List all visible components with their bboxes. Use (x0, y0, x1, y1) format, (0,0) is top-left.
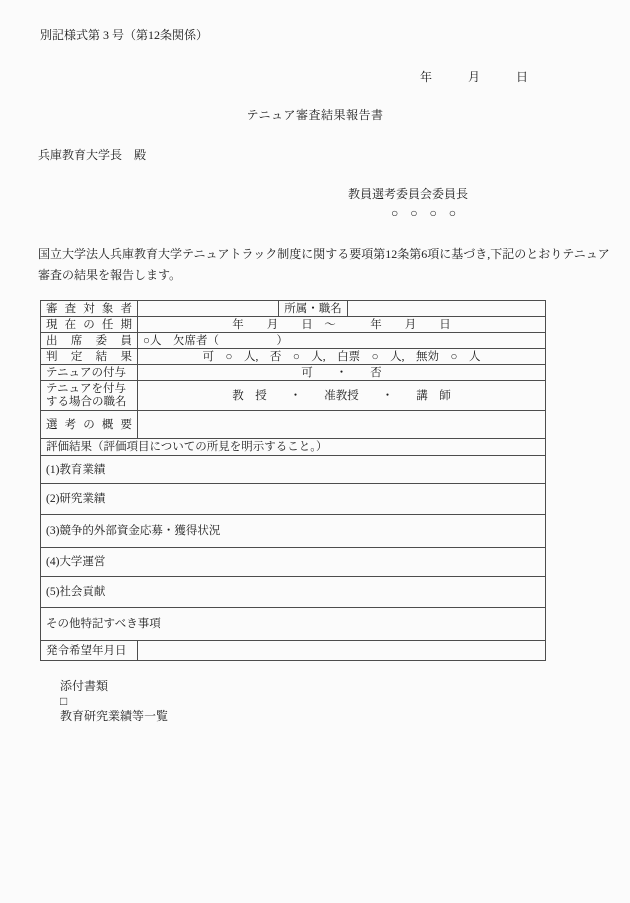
term-label: 現在の任期 (41, 317, 138, 333)
position-label-line2: する場合の職名 (46, 395, 127, 408)
body-paragraph-line1: 国立大学法人兵庫教育大学テニュアトラック制度に関する要項第12条第6項に基づき,下記のとおりテニュア (38, 247, 610, 261)
judgement-value-cell: 可 ○ 人, 否 ○ 人, 白票 ○ 人, 無効 ○ 人 (138, 349, 546, 365)
row-evaluation-header (41, 439, 546, 456)
attendance-label: 出席委員 (41, 333, 138, 349)
tenure-grant-label: テニュアの付与 (41, 365, 138, 381)
affiliation-cell (348, 301, 546, 317)
row-eval-research (41, 484, 546, 515)
evaluation-header: 評価結果（評価項目についての所見を明示すること。） (41, 439, 546, 456)
sender-name-placeholder: ○ ○ ○ ○ (391, 206, 456, 220)
summary-label: 選考の概要 (41, 411, 138, 439)
subject-label: 審査対象者 (41, 301, 138, 317)
row-eval-management (41, 548, 546, 577)
row-eval-funding (41, 515, 546, 548)
summary-value-cell (138, 411, 546, 439)
row-eval-education (41, 456, 546, 484)
row-judgement (41, 349, 546, 365)
row-summary (41, 411, 546, 439)
body-paragraph-line2: 審査の結果を報告します。 (38, 268, 182, 282)
issue-date-value-cell (138, 641, 546, 661)
judgement-label: 判定結果 (41, 349, 138, 365)
eval-item-other: その他特記すべき事項 (41, 608, 546, 641)
row-attendance (41, 333, 546, 349)
row-issue-date (41, 641, 546, 661)
position-label-line1: テニュアを付与 (46, 382, 127, 395)
eval-item-funding: (3)競争的外部資金応募・獲得状況 (41, 515, 546, 548)
row-position (41, 381, 546, 411)
affiliation-label: 所属・職名 (279, 301, 348, 317)
attachment-item-label: 教育研究業績等一覧 (60, 709, 169, 723)
eval-item-research: (2)研究業績 (41, 484, 546, 515)
position-value-cell: 教 授 ・ 准教授 ・ 講 師 (138, 381, 546, 411)
row-term (41, 317, 546, 333)
checkbox-icon: □ (60, 694, 68, 708)
eval-item-social: (5)社会貢献 (41, 577, 546, 608)
attachments-line (48, 664, 168, 739)
attachments-label: 添付書類 (60, 679, 109, 693)
review-result-table (40, 300, 546, 661)
issue-date-label: 発令希望年月日 (41, 641, 138, 661)
subject-name-cell (138, 301, 279, 317)
attendance-value-cell: ○人 欠席者（ ） (138, 333, 546, 349)
row-tenure-grant (41, 365, 546, 381)
date-placeholder: 年 月 日 (420, 70, 529, 84)
position-label (41, 381, 138, 411)
row-subject (41, 301, 546, 317)
eval-item-education: (1)教育業績 (41, 456, 546, 484)
addressee-line: 兵庫教育大学長 殿 (38, 148, 147, 162)
row-eval-social (41, 577, 546, 608)
sender-role: 教員選考委員会委員長 (348, 187, 469, 201)
term-value-cell: 年 月 日 ～ 年 月 日 (138, 317, 546, 333)
row-eval-other (41, 608, 546, 641)
form-number: 別記様式第 3 号（第12条関係） (40, 28, 209, 42)
tenure-grant-value-cell: 可 ・ 否 (138, 365, 546, 381)
document-title: テニュア審査結果報告書 (246, 108, 384, 122)
eval-item-management: (4)大学運営 (41, 548, 546, 577)
